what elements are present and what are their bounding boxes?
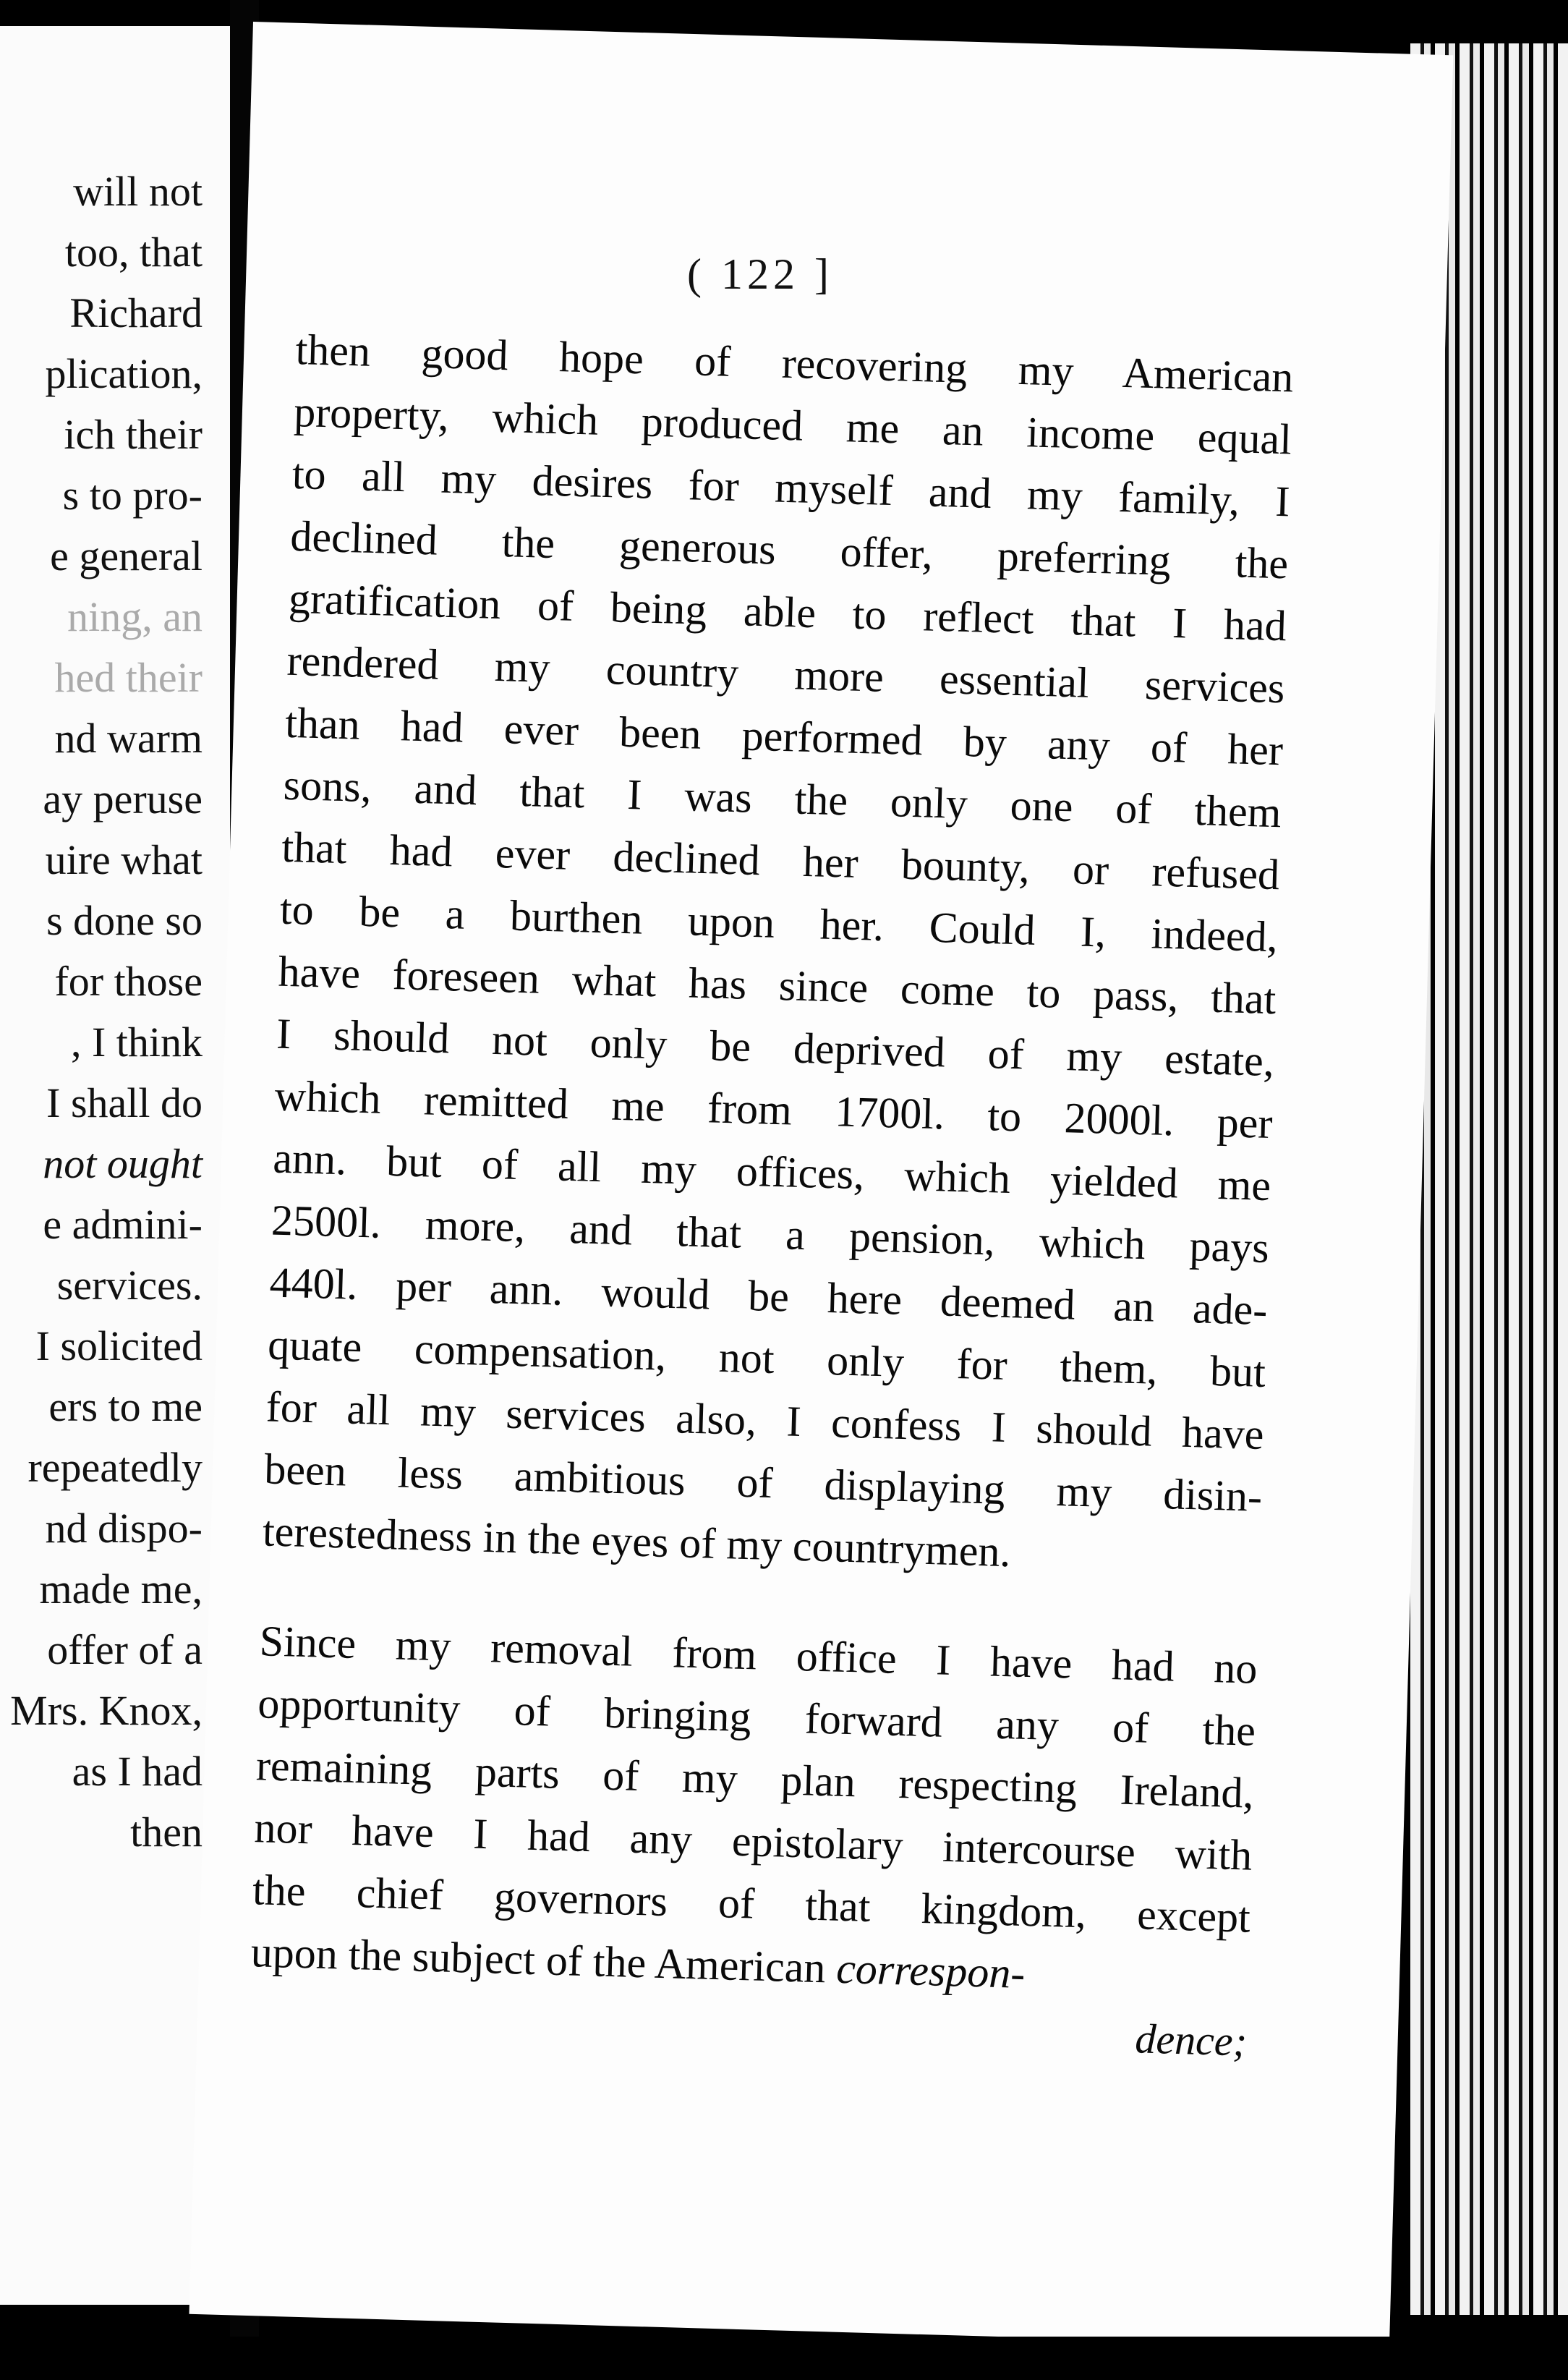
text-line: quate compensation, not only for them, but [267, 1320, 1266, 1396]
left-page-line: repeatedly [27, 1444, 203, 1491]
left-page-line: plication, [45, 350, 203, 397]
scan-border-bottom [0, 2337, 1568, 2380]
left-page-line: uire what [45, 836, 203, 883]
paragraph-2 [252, 1610, 1258, 1948]
left-page-line: ers to me [48, 1383, 203, 1430]
left-page-line: for those [54, 958, 203, 1005]
text-line: that had ever declined her bounty, or refused [281, 823, 1280, 899]
text-line: gratification of being able to reflect that I had [288, 574, 1287, 650]
left-page-line: I solicited [35, 1322, 203, 1369]
page-number: ( 122 ] [687, 250, 833, 298]
left-page-line: as I had [72, 1748, 203, 1795]
left-page-line: services. [56, 1262, 203, 1309]
text-line: declined the generous offer, preferring the [289, 511, 1289, 588]
left-page-line: e general [50, 532, 203, 579]
text-line: ann. but of all my offices, which yielded me [272, 1134, 1271, 1210]
text-line: Since my removal from office I have had no [259, 1617, 1258, 1693]
text-line: I should not only be deprived of my estate, [276, 1009, 1275, 1086]
text-line: opportunity of bringing forward any of the [257, 1679, 1256, 1755]
paragraph-1 [262, 318, 1294, 1590]
text-line: the chief governors of that kingdom, except [252, 1866, 1251, 1942]
left-page-line: e admini- [43, 1201, 203, 1248]
left-page-line: s to pro- [62, 472, 203, 519]
left-page-line: nd warm [54, 715, 203, 762]
left-page-line: nd dispo- [45, 1505, 203, 1552]
text-line: remaining parts of my plan respecting Ireland, [255, 1741, 1255, 1817]
text-line: for all my services also, I confess I should have [265, 1382, 1265, 1458]
text-line: property, which produced me an income equal [293, 387, 1292, 464]
text-line: been less ambitious of displaying my disin- [263, 1445, 1263, 1521]
text-line: then good hope of recovering my American [294, 325, 1295, 401]
left-page-line: offer of a [47, 1626, 203, 1673]
left-page-line: then [130, 1809, 203, 1856]
text-line: nor have I had any epistolary intercourse with [253, 1803, 1253, 1879]
text-line: sons, and that I was the only one of them [283, 760, 1282, 837]
text-line: terestedness in the eyes of my countrymen. [262, 1507, 1012, 1576]
text-line: 2500l. more, and that a pension, which pays [270, 1196, 1270, 1272]
left-page-line: ich their [64, 411, 203, 458]
last-line-italic: correspon- [835, 1944, 1026, 1998]
text-line: to all my desires for myself and my family, I [291, 449, 1291, 526]
text-line: which remitted me from 1700l. to 2000l. per [274, 1071, 1274, 1148]
left-page-line: s done so [46, 897, 203, 944]
text-line: have foreseen what has since come to pass, that [277, 947, 1277, 1024]
left-page-line: will not [73, 168, 203, 215]
text-line: to be a burthen upon her. Could I, indeed, [279, 885, 1279, 961]
left-page-line: hed their [54, 654, 203, 701]
left-page-line: made me, [39, 1565, 203, 1612]
left-page-line: Mrs. Knox, [10, 1687, 203, 1734]
text-line: 440l. per ann. would be here deemed an ade- [268, 1258, 1269, 1334]
left-page-line: , I think [70, 1019, 203, 1066]
catchword: dence; [1134, 2015, 1248, 2065]
last-line-start: upon the subject of the American [250, 1928, 838, 1992]
left-page-line: ay peruse [43, 775, 203, 823]
left-page-line: too, that [64, 229, 203, 276]
main-text-block [248, 318, 1294, 2073]
text-line: than had ever been performed by any of her [284, 698, 1284, 775]
left-page-line: I shall do [46, 1079, 203, 1126]
left-page-line: ning, an [67, 593, 203, 640]
left-page-line: Richard [69, 289, 203, 336]
text-line: rendered my country more essential services [286, 636, 1286, 713]
left-page-line: not ought [43, 1140, 203, 1187]
